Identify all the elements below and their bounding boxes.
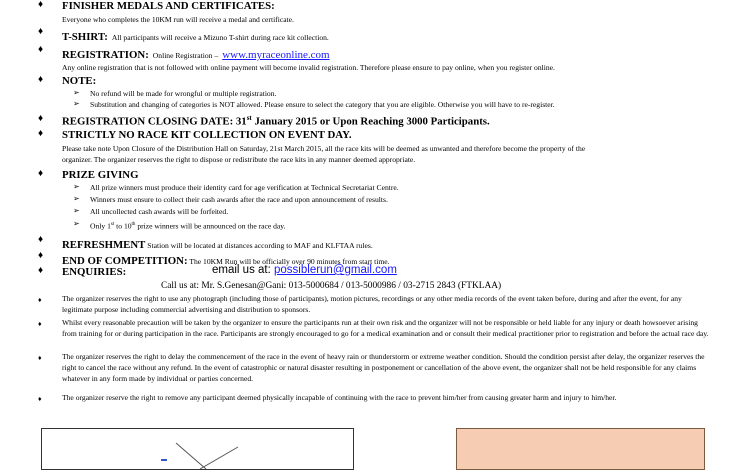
section-finisher-text: Everyone who completes the 10KM run will receive a medal and certificate. [62, 15, 294, 24]
section-tshirt-title: T-SHIRT: [62, 31, 108, 43]
section-finisher-title: FINISHER MEDALS AND CERTIFICATES: [62, 0, 275, 12]
bullet-icon: ♦ [38, 265, 44, 276]
end-competition-title: END OF COMPETITION: [62, 255, 188, 267]
bullet-icon: ♦ [38, 234, 44, 245]
refreshment-title: REFRESHMENT [62, 239, 146, 251]
prize-item: Winners must ensure to collect their cash awards after the race and upon announcement of results. [90, 195, 388, 204]
bullet-icon: ♦ [38, 395, 42, 403]
prize-last-c: prize winners will be announced on the race day. [135, 221, 286, 231]
left-image-box [41, 428, 354, 470]
section-note-title: NOTE: [62, 75, 97, 87]
decorative-graphic [42, 429, 353, 469]
arrow-icon: ➢ [73, 88, 80, 97]
note-item: No refund will be made for wrongful or multiple registration. [90, 89, 277, 98]
bullet-icon: ♦ [38, 320, 42, 328]
closing-date-a: REGISTRATION CLOSING DATE: 31 [62, 115, 247, 128]
bullet-icon: ♦ [38, 354, 42, 362]
enquiries-call: Call us at: Mr. S.Genesan@Gani: 013-5000684 / 013-5000986 / 03-2715 2843 (FTKLAA) [161, 281, 502, 291]
bullet-icon: ♦ [38, 250, 44, 261]
closing-date-sup: st [246, 114, 252, 122]
bullet-icon: ♦ [38, 128, 44, 139]
arrow-icon: ➢ [73, 194, 80, 203]
section-enquiries-title: ENQUIRIES: [62, 266, 127, 278]
bullet-icon: ♦ [38, 296, 42, 304]
bullet-icon: ♦ [38, 26, 44, 37]
note-item: Substitution and changing of categories is NOT allowed. Please ensure to select the category that you are eligible. Otherwise you will have to re-register. [90, 100, 555, 109]
paragraph-liability: Whilst every reasonable precaution will be taken by the organizer to ensure the participants run at their own risk and the organizer will not be responsible or held liable for any injury or death howsoever arising from training for or during participation in the race. Participants are strongly encouraged to go for a medical examination and or consult their medical practitioner prior to registration and before the actual race day. [62, 318, 709, 338]
prize-last-sup2: th [131, 222, 136, 227]
section-closing-date [62, 114, 490, 128]
section-tshirt-text: All participants will receive a Mizuno T-shirt during race kit collection. [111, 33, 329, 42]
section-race-kit-line1: Please take note Upon Closure of the Distribution Hall on Saturday, 21st March 2015, all the race kits will be deemed as unwanted and therefore become the property of the [62, 144, 586, 153]
prize-last-sup1: st [110, 222, 115, 227]
prize-item-last [90, 220, 286, 232]
bullet-icon: ♦ [38, 113, 44, 124]
bullet-icon: ♦ [38, 0, 44, 10]
paragraph-weather: The organizer reserves the right to delay the commencement of the race in the event of heavy rain or thunderstorm or extreme weather condition. Should the condition persist after delay, the organizer reserves the right to cancel the race without any refund. In the event of catastrophic or natural disaster resulting in postponement or cancellation of the above event, the organizer shall not be held responsible for any claims whatever in any form made by individual or parties concerned. [62, 352, 705, 383]
bullet-icon: ♦ [38, 74, 44, 85]
prize-last-a: Only 1 [90, 221, 111, 231]
paragraph-removal: The organizer reserve the right to remove any participant deemed physically incapable of continuing with the race to prevent him/her from causing greater harm and injury to him/her. [62, 393, 617, 402]
email-link[interactable]: possiblerun@gmail.com [274, 264, 397, 276]
arrow-icon: ➢ [73, 182, 80, 191]
closing-date-b: January 2015 or Upon Reaching 3000 Participants. [251, 115, 490, 128]
prize-item: All uncollected cash awards will be forfeited. [90, 207, 229, 216]
section-registration-lead: Online Registration – [152, 51, 219, 60]
section-race-kit-line2: organizer. The organizer reserves the right to dispose or redistribute the race kits in any manner deemed appropriate. [62, 155, 416, 164]
section-registration [62, 45, 330, 63]
end-competition-text: The 10KM Run will be officially over 90 minutes from start time. [187, 257, 390, 266]
email-label: email us at: [212, 264, 271, 276]
arrow-icon: ➢ [73, 99, 80, 108]
bullet-icon: ♦ [38, 168, 44, 179]
section-registration-title: REGISTRATION: [62, 49, 149, 61]
bullet-icon: ♦ [38, 44, 44, 55]
section-registration-text: Any online registration that is not followed with online payment will become invalid registration. Therefore please ensure to pay online, when you register online. [62, 63, 555, 72]
section-tshirt [62, 27, 329, 45]
right-info-box [456, 428, 705, 470]
section-prize-title: PRIZE GIVING [62, 169, 139, 181]
prize-item: All prize winners must produce their identity card for age verification at Technical Secretariat Centre. [90, 183, 399, 192]
arrow-icon: ➢ [73, 219, 80, 228]
prize-last-b: to 10 [114, 221, 132, 231]
arrow-icon: ➢ [73, 206, 80, 215]
section-race-kit-title: STRICTLY NO RACE KIT COLLECTION ON EVENT DAY. [62, 129, 352, 141]
registration-link[interactable]: www.myraceonline.com [222, 49, 330, 61]
enquiries-email-row [212, 264, 397, 276]
paragraph-media-rights: The organizer reserves the right to use any photograph (including those of participants), motion pictures, recordings or any other media records of the event taken before, during and after the event, for any legitimate purpose including commercial advertising and distribution to sponsors. [62, 294, 682, 314]
refreshment-text: Station will be located at distances according to MAF and KLFTAA rules. [145, 241, 373, 250]
